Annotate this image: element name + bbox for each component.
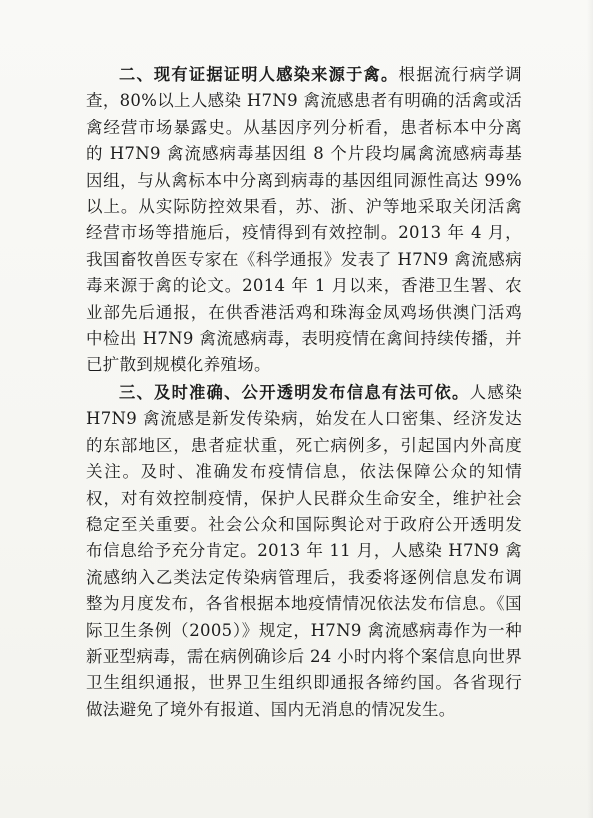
section-2-heading: 二、现有证据证明人感染来源于禽。 (119, 65, 399, 84)
section-3-heading: 三、及时准确、公开透明发布信息有法可依。 (119, 382, 470, 402)
section-3-paragraph (86, 380, 522, 723)
section-3-body: 人感染 H7N9 禽流感是新发传染病，始发在人口密集、经济发达的东部地区，患者症状重，死亡病例多，引起国内外高度关注。及时、准确发布疫情信息，依法保障公众的知情权，对有效控制疫情，保护人民群众生命安全，维护社会稳定至关重要。社会公众和国际舆论对于政府公开透明发布信息给予充分肯定。2013 年 11 月，人感染 H7N9 禽流感纳入乙类法定传染病管理后，我委将逐例信息发布调整为月度发布，各省根据本地疫情情况依法发布信息。《国际卫生条例（2005）》规定，H7N9 禽流感病毒作为一种新亚型病毒，需在病例确诊后 24 小时内将个案信息向世界卫生组织通报，世界卫生组织即通报各缔约国。各省现行做法避免了境外有报道、国内无消息的情况发生。 (86, 382, 522, 719)
section-2-body: 根据流行病学调查，80%以上人感染 H7N9 禽流感患者有明确的活禽或活禽经营市场暴露史。从基因序列分析看，患者标本中分离的 H7N9 禽流感病毒基因组 8 个片段均属禽流感病毒基因组，与从禽标本中分离到病毒的基因组同源性高达 99%以上。从实际防控效果看，苏、浙、沪等地采取关闭活禽经营市场等措施后，疫情得到有效控制。2013 年 4 月，我国畜牧兽医专家在《科学通报》发表了 H7N9 禽流感病毒来源于禽的论文。2014 年 1 月以来，香港卫生署、农业部先后通报，在供香港活鸡和珠海金凤鸡场供澳门活鸡中检出 H7N9 禽流感病毒，表明疫情在禽间持续传播，并已扩散到规模化养殖场。 (86, 65, 522, 375)
document-body (86, 62, 522, 723)
section-2-paragraph (86, 62, 522, 379)
page-edge-shadow (587, 0, 593, 818)
